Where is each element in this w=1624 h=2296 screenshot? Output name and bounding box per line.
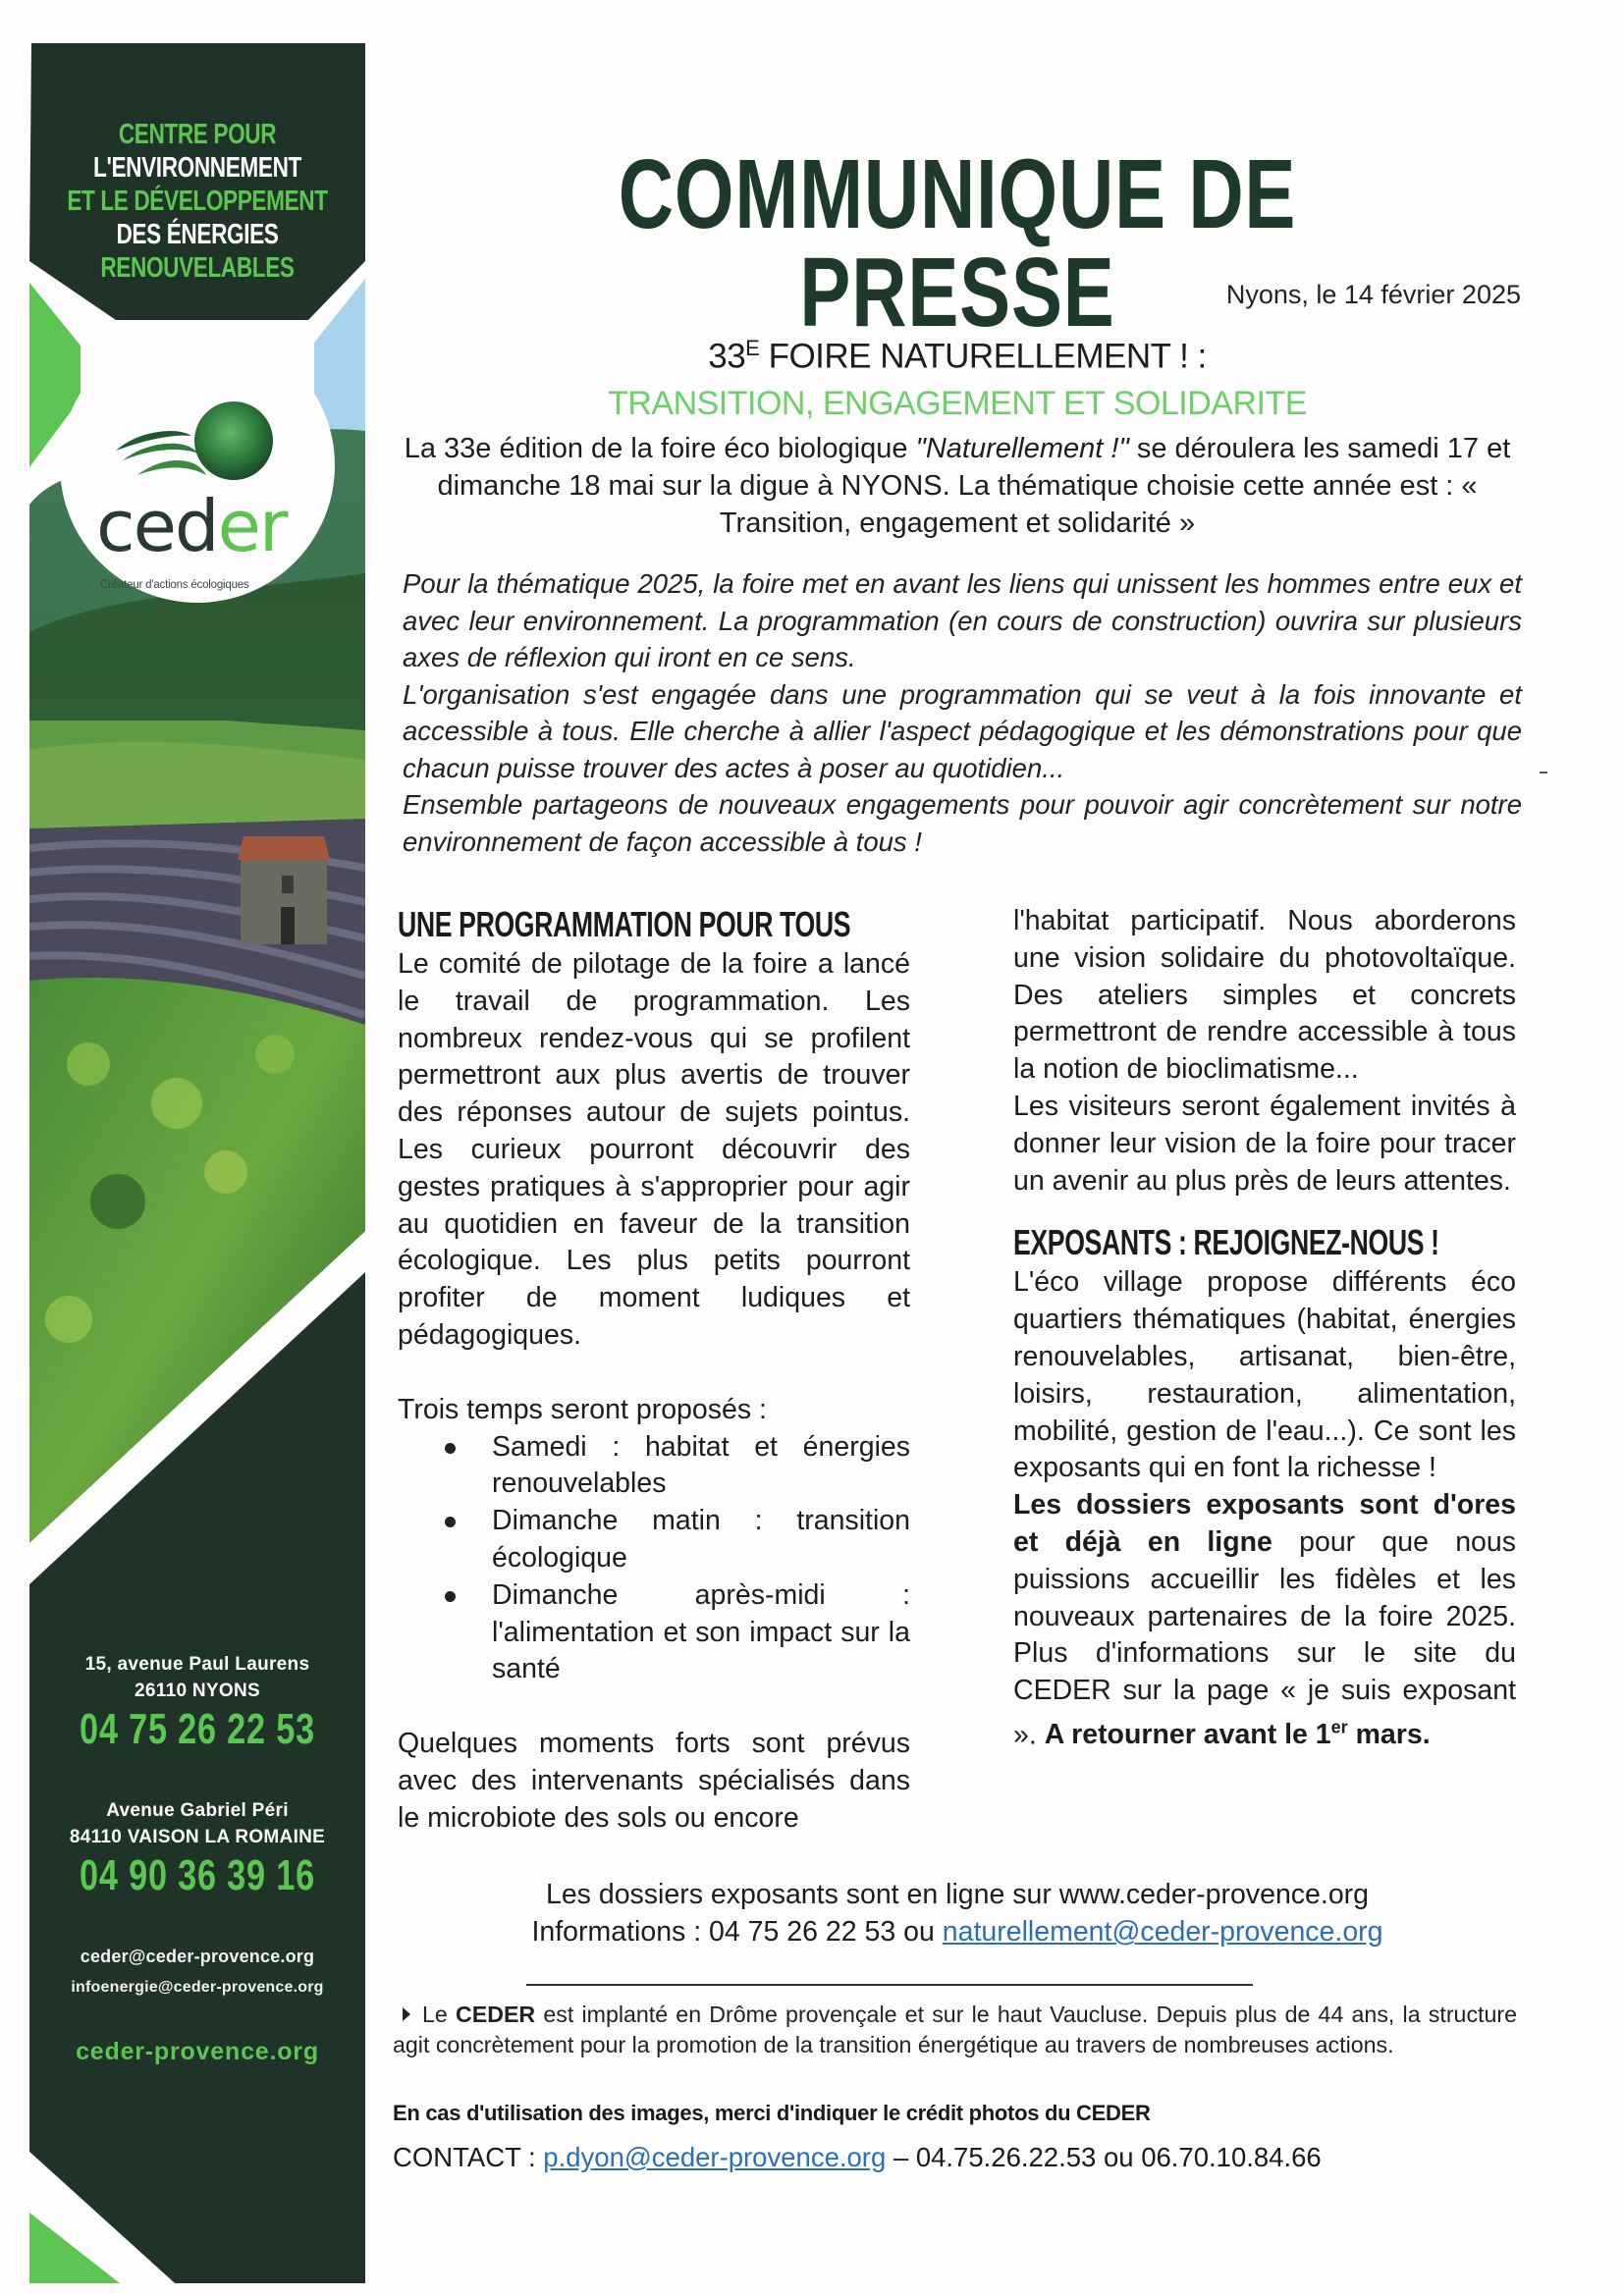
event-title-sup: E bbox=[745, 336, 760, 360]
contact-email-link[interactable]: p.dyon@ceder-provence.org bbox=[543, 2142, 887, 2172]
times-list bbox=[398, 1429, 910, 1689]
note-rest: est implanté en Drôme provençale et sur le haut Vaucluse. Depuis plus de 44 ans, la structure agit concrètement pour la promotion de la transition énergétique au travers de nombreuses actions. bbox=[393, 2002, 1517, 2057]
section-heading-programmation: UNE PROGRAMMATION POUR TOUS bbox=[398, 904, 851, 944]
times-intro: Trois temps seront proposés : bbox=[398, 1393, 767, 1425]
nyons-phone[interactable]: 04 75 26 22 53 bbox=[80, 1705, 315, 1753]
information-line bbox=[398, 1916, 1517, 1949]
contact-label: CONTACT : bbox=[393, 2142, 544, 2172]
org-name-line: RENOUVELABLES bbox=[100, 252, 295, 284]
event-title-rest: FOIRE NATURELLEMENT ! : bbox=[759, 337, 1207, 376]
theme-paragraph: L'organisation s'est engagée dans une programmation qui se veut à la fois innovante et accessible à tous. Elle cherche à allier l'aspect pédagogique et les démonstrations pour que chacun puisse trouver des actes à poser au quotidien... bbox=[403, 678, 1522, 783]
visitors-paragraph: Les visiteurs seront également invités à donner leur vision de la foire pour tracer un avenir au plus près de leurs attentes. bbox=[1013, 1090, 1516, 1197]
note-bold: CEDER bbox=[455, 2002, 536, 2027]
org-name-line: ET LE DÉVELOPPEMENT bbox=[67, 186, 328, 217]
photo-credit: En cas d'utilisation des images, merci d'indiquer le crédit photos du CEDER bbox=[393, 2101, 1151, 2125]
intro-paragraph bbox=[398, 430, 1517, 542]
org-name bbox=[67, 118, 329, 285]
column-right bbox=[1013, 903, 1516, 1754]
nyons-address-line2: 26110 NYONS bbox=[135, 1681, 260, 1701]
event-title-number: 33 bbox=[708, 337, 746, 376]
times-list-item: Samedi : habitat et énergies renouvelables bbox=[492, 1429, 910, 1504]
intro-text-rest: se déroulera les samedi 17 et dimanche 18 mai sur la digue à NYONS. La thématique choisie cette année est : « Transition, engagement et solidarité » bbox=[437, 433, 1511, 539]
org-name-line: CENTRE POUR bbox=[118, 119, 277, 150]
org-name-line: DES ÉNERGIES bbox=[116, 219, 279, 250]
times-list-item: Dimanche après-midi : l'alimentation et son impact sur la santé bbox=[492, 1577, 910, 1688]
page-title: COMMUNIQUE DE PRESSE bbox=[618, 139, 1297, 347]
deadline-after: mars. bbox=[1347, 1719, 1431, 1751]
event-title bbox=[398, 336, 1517, 377]
deadline bbox=[1045, 1719, 1431, 1750]
deadline-sup: er bbox=[1330, 1717, 1348, 1737]
column-left bbox=[398, 903, 910, 1838]
email-ceder[interactable]: ceder@ceder-provence.org bbox=[80, 1947, 315, 1966]
deadline-before: A retourner avant le 1 bbox=[1044, 1719, 1331, 1751]
theme-paragraph: Ensemble partageons de nouveaux engagements pour pouvoir agir concrètement sur notre environnement de façon accessible à tous ! bbox=[403, 789, 1522, 857]
dossiers-bold: Les dossiers exposants sont d'ores et déjà en ligne bbox=[1013, 1489, 1516, 1558]
email-infoenergie[interactable]: infoenergie@ceder-provence.org bbox=[71, 1979, 324, 1996]
section-heading-exposants: EXPOSANTS : REJOIGNEZ-NOUS ! bbox=[1013, 1222, 1439, 1263]
information-prefix: Informations : 04 75 26 22 53 ou bbox=[531, 1916, 943, 1948]
exposants-body: L'éco village propose différents éco quartiers thématiques (habitat, énergies renouvelables, artisanat, bien-être, loisirs, restauration, alimentation, mobilité, gestion de l'eau...). Ce sont les exposants qui en font la richesse ! bbox=[1013, 1266, 1516, 1484]
logo-word-main: ced bbox=[96, 485, 218, 567]
logo-word-accent: er bbox=[217, 485, 287, 567]
programmation-body: Le comité de pilotage de la foire a lancé le travail de programmation. Les nombreux rendez-vous qui se profilent permettront aux plus avertis de trouver des réponses autour de sujets pointus. Les curieux pourront découvrir des gestes pratiques à s'approprier pour agir au quotidien en faveur de la transition écologique. Les plus petits pourront profiter de moment ludiques et pédagogiques. bbox=[398, 948, 910, 1351]
intro-text: La 33e édition de la foire éco biologique bbox=[404, 433, 916, 464]
naturellement-email-link[interactable]: naturellement@ceder-provence.org bbox=[942, 1916, 1383, 1948]
divider bbox=[526, 1984, 1253, 1986]
org-name-line: L'ENVIRONNEMENT bbox=[93, 152, 301, 184]
press-date: Nyons, le 14 février 2025 bbox=[1225, 280, 1521, 309]
theme-paragraph: Pour la thématique 2025, la foire met en avant les liens qui unissent les hommes entre eux et avec leur environnement. La programmation (en cours de construction) ouvrira sur plusieurs axes de réflexion qui iront en ce sens. bbox=[403, 568, 1522, 672]
logo-tagline: Créateur d'actions écologiques bbox=[100, 579, 249, 591]
event-subtitle: TRANSITION, ENGAGEMENT ET SOLIDARITE bbox=[608, 385, 1307, 422]
vaison-contact bbox=[29, 1797, 365, 1901]
sidebar-emails bbox=[29, 1942, 365, 2002]
online-dossiers-line: Les dossiers exposants sont en ligne sur www.ceder-provence.org bbox=[545, 1879, 1370, 1910]
highlights-paragraph: Quelques moments forts sont prévus avec des intervenants spécialisés dans le microbiote des sols ou encore bbox=[398, 1728, 910, 1834]
vaison-phone[interactable]: 04 90 36 39 16 bbox=[80, 1851, 315, 1899]
theme-description bbox=[403, 565, 1522, 860]
sidebar bbox=[29, 43, 365, 2283]
exposants-dossiers bbox=[1013, 1487, 1516, 1754]
nyons-address-line1: 15, avenue Paul Laurens bbox=[84, 1654, 310, 1675]
contact-phones: – 04.75.26.22.53 ou 06.70.10.84.66 bbox=[886, 2142, 1322, 2172]
sidebar-website[interactable]: ceder-provence.org bbox=[76, 2038, 319, 2065]
triangle-bullet-icon bbox=[403, 2007, 410, 2021]
ceder-logo-wordmark bbox=[96, 485, 287, 567]
contact-line bbox=[393, 2142, 1322, 2173]
note-prefix: Le bbox=[422, 2002, 456, 2027]
programmation-continued: l'habitat participatif. Nous aborderons une vision solidaire du photovoltaïque. Des ateliers simples et concrets permettront de rendre accessible à tous la notion de bioclimatisme... bbox=[1013, 905, 1516, 1086]
ceder-note bbox=[393, 2000, 1517, 2060]
scan-mark bbox=[1540, 772, 1547, 774]
intro-italic: "Naturellement !" bbox=[915, 433, 1129, 464]
nyons-contact bbox=[29, 1651, 365, 1755]
times-list-item: Dimanche matin : transition écologique bbox=[492, 1503, 910, 1577]
vaison-address-line1: Avenue Gabriel Péri bbox=[106, 1800, 289, 1821]
vaison-address-line2: 84110 VAISON LA ROMAINE bbox=[69, 1827, 326, 1847]
dossiers-rest: pour que nous puissions accueillir les fidèles et les nouveaux partenaires de la foire 2025. Plus d'informations sur le site du CEDER sur la page « je suis exposant ». bbox=[1013, 1525, 1517, 1751]
